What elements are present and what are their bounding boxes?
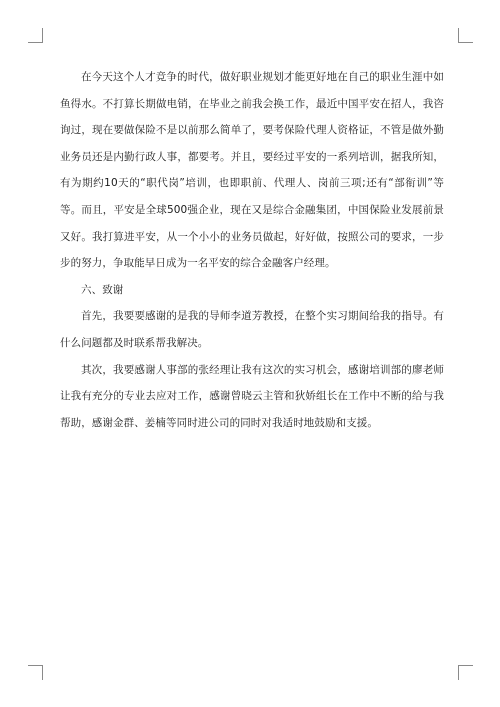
section-heading-acknowledgements: 六、致谢 xyxy=(81,283,124,296)
paragraph-thanks-advisor: 首先，我要要感谢的是我的导师李道芳教授，在整个实习期间给我的指导。有什么问题都及时联系帮我解决。 xyxy=(60,310,444,349)
crop-mark-top-right xyxy=(458,28,473,43)
paragraph-career-plan: 在今天这个人才竞争的时代，做好职业规划才能更好地在自己的职业生涯中如鱼得水。不打算长期做电销，在毕业之前我会换工作，最近中国平安在招人，我咨询过，现在要做保险不是以前那么简单了，要考保险代理人资格证，不管是做外勤业务员还是内勤行政人事，都要考。并且，要经过平安的一系列培训，据我所知，有为期约10天的“职代岗”培训，也即职前、代理人、岗前三项;还有“部衔训”等等。而且，平安是全球500强企业，现在又是综合金融集团，中国保险业发展前景又好。我打算进平安，从一个小小的业务员做起，好好做，按照公司的要求，一步步的努力，争取能早日成为一名平安的综合金融客户经理。 xyxy=(60,71,444,270)
document-body xyxy=(60,64,444,436)
crop-mark-bottom-left xyxy=(28,665,43,680)
paragraph-thanks-colleagues: 其次，我要感谢人事部的张经理让我有这次的实习机会，感谢培训部的廖老师让我有充分的专业去应对工作，感谢曾晓云主管和狄娇组长在工作中不断的给与我帮助，感谢金群、姜楠等同时进公司的同时对我适时地鼓励和支援。 xyxy=(60,363,444,429)
crop-mark-top-left xyxy=(28,28,43,43)
crop-mark-bottom-right xyxy=(458,665,473,680)
